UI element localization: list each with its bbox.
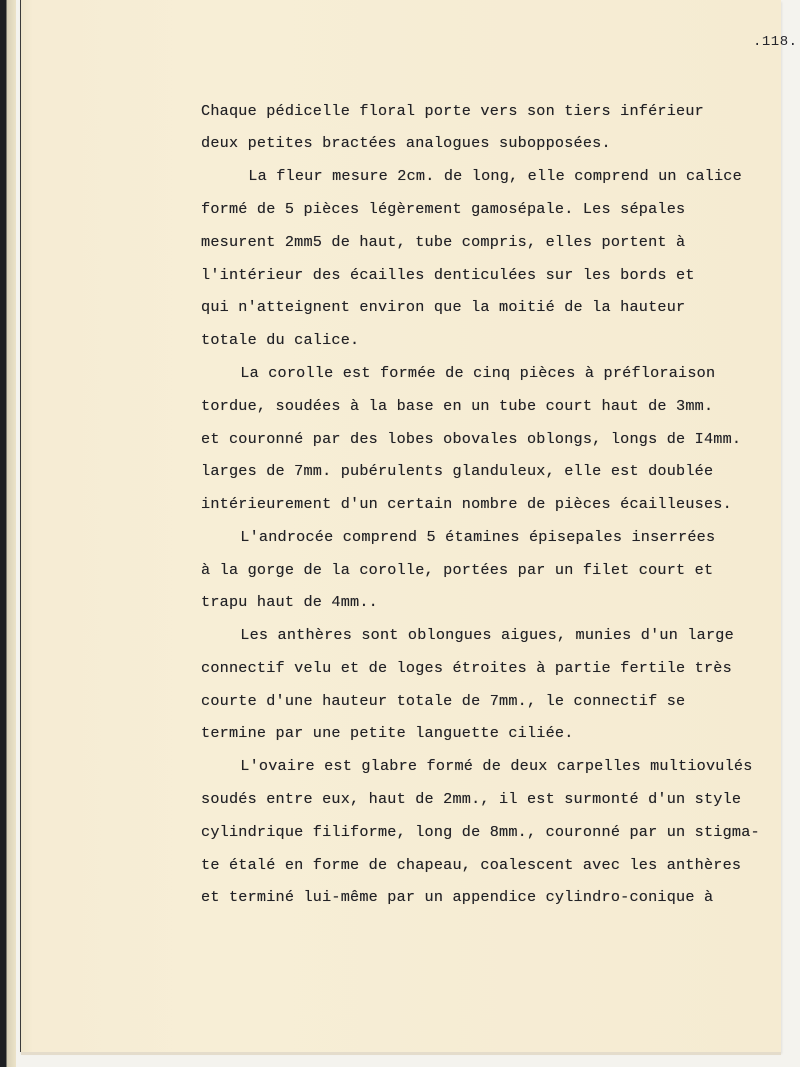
text-line: tordue, soudées à la base en un tube court haut de 3mm. [201, 397, 714, 415]
text-line: L'androcée comprend 5 étamines épisepales inserrées [203, 528, 716, 546]
text-line: termine par une petite languette ciliée. [201, 724, 574, 742]
text-line: deux petites bractées analogues subopposées. [201, 134, 611, 152]
text-line: mesurent 2mm5 de haut, tube compris, elles portent à [201, 233, 686, 251]
page-number: .118. [753, 34, 798, 50]
binding-edge [0, 0, 16, 1067]
text-line: soudés entre eux, haut de 2mm., il est surmonté d'un style [201, 790, 742, 808]
text-line: te étalé en forme de chapeau, coalescent avec les anthères [201, 856, 742, 874]
text-line: intérieurement d'un certain nombre de pièces écailleuses. [201, 495, 732, 513]
text-line: l'intérieur des écailles denticulées sur les bords et [201, 266, 695, 284]
text-line: connectif velu et de loges étroites à partie fertile très [201, 659, 732, 677]
text-line: qui n'atteignent environ que la moitié de la hauteur [201, 298, 686, 316]
text-line: formé de 5 pièces légèrement gamosépale. Les sépales [201, 200, 686, 218]
text-line: Les anthères sont oblongues aigues, munies d'un large [203, 626, 734, 644]
text-line: à la gorge de la corolle, portées par un filet court et [201, 561, 714, 579]
text-line: et couronné par des lobes obovales oblongs, longs de I4mm. [201, 430, 742, 448]
text-line: trapu haut de 4mm.. [201, 593, 378, 611]
text-line: courte d'une hauteur totale de 7mm., le connectif se [201, 692, 686, 710]
text-line: L'ovaire est glabre formé de deux carpelles multiovulés [203, 757, 753, 775]
text-line: larges de 7mm. pubérulents glanduleux, elle est doublée [201, 462, 714, 480]
text-line: La fleur mesure 2cm. de long, elle comprend un calice [211, 167, 742, 185]
text-line: totale du calice. [201, 331, 360, 349]
typewritten-page [20, 0, 798, 1052]
text-line: et terminé lui-même par un appendice cylindro-conique à [201, 888, 714, 906]
text-line: cylindrique filiforme, long de 8mm., couronné par un stigma- [201, 823, 760, 841]
text-line: Chaque pédicelle floral porte vers son tiers inférieur [201, 102, 704, 120]
text-line: La corolle est formée de cinq pièces à préfloraison [203, 364, 716, 382]
